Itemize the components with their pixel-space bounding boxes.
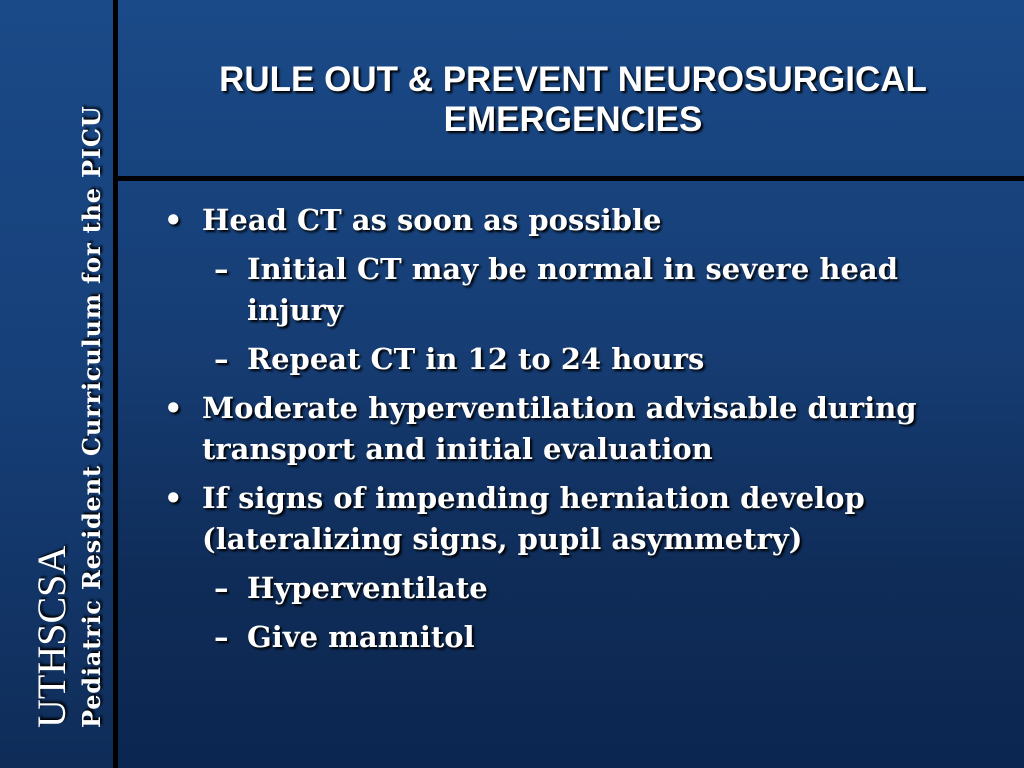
bullet-marker: •	[164, 391, 183, 425]
sub-bullet-item	[160, 339, 980, 380]
slide-title-line-1: RULE OUT & PREVENT NEUROSURGICAL	[219, 60, 927, 99]
title-divider	[113, 176, 1024, 181]
sub-bullet-text: Repeat CT in 12 to 24 hours	[247, 342, 705, 376]
bullet-text: If signs of impending herniation develop (lateralizing signs, pupil asymmetry)	[202, 481, 865, 556]
sub-bullet-item	[160, 249, 980, 331]
bullet-text: Moderate hyperventilation advisable during transport and initial evaluation	[202, 391, 917, 466]
dash-marker: –	[214, 342, 229, 376]
bullet-marker: •	[164, 481, 183, 515]
bullet-item	[160, 200, 980, 241]
slide-body	[160, 200, 980, 666]
bullet-item	[160, 388, 980, 470]
dash-marker: –	[214, 571, 229, 605]
sub-bullet-item	[160, 617, 980, 658]
curriculum-label: Pediatric Resident Curriculum for the PICU	[77, 105, 106, 728]
sub-bullet-item	[160, 568, 980, 609]
bullet-marker: •	[164, 203, 183, 237]
slide-title	[122, 60, 1024, 140]
bullet-item	[160, 478, 980, 560]
sub-bullet-text: Initial CT may be normal in severe head injury	[247, 252, 898, 327]
sub-bullet-text: Give mannitol	[247, 620, 475, 654]
dash-marker: –	[214, 252, 229, 286]
sidebar-divider	[113, 0, 118, 768]
brand-label: UTHSCSA	[29, 545, 74, 728]
slide-title-line-2: EMERGENCIES	[443, 100, 703, 139]
bullet-text: Head CT as soon as possible	[202, 203, 662, 237]
dash-marker: –	[214, 620, 229, 654]
sub-bullet-text: Hyperventilate	[247, 571, 488, 605]
